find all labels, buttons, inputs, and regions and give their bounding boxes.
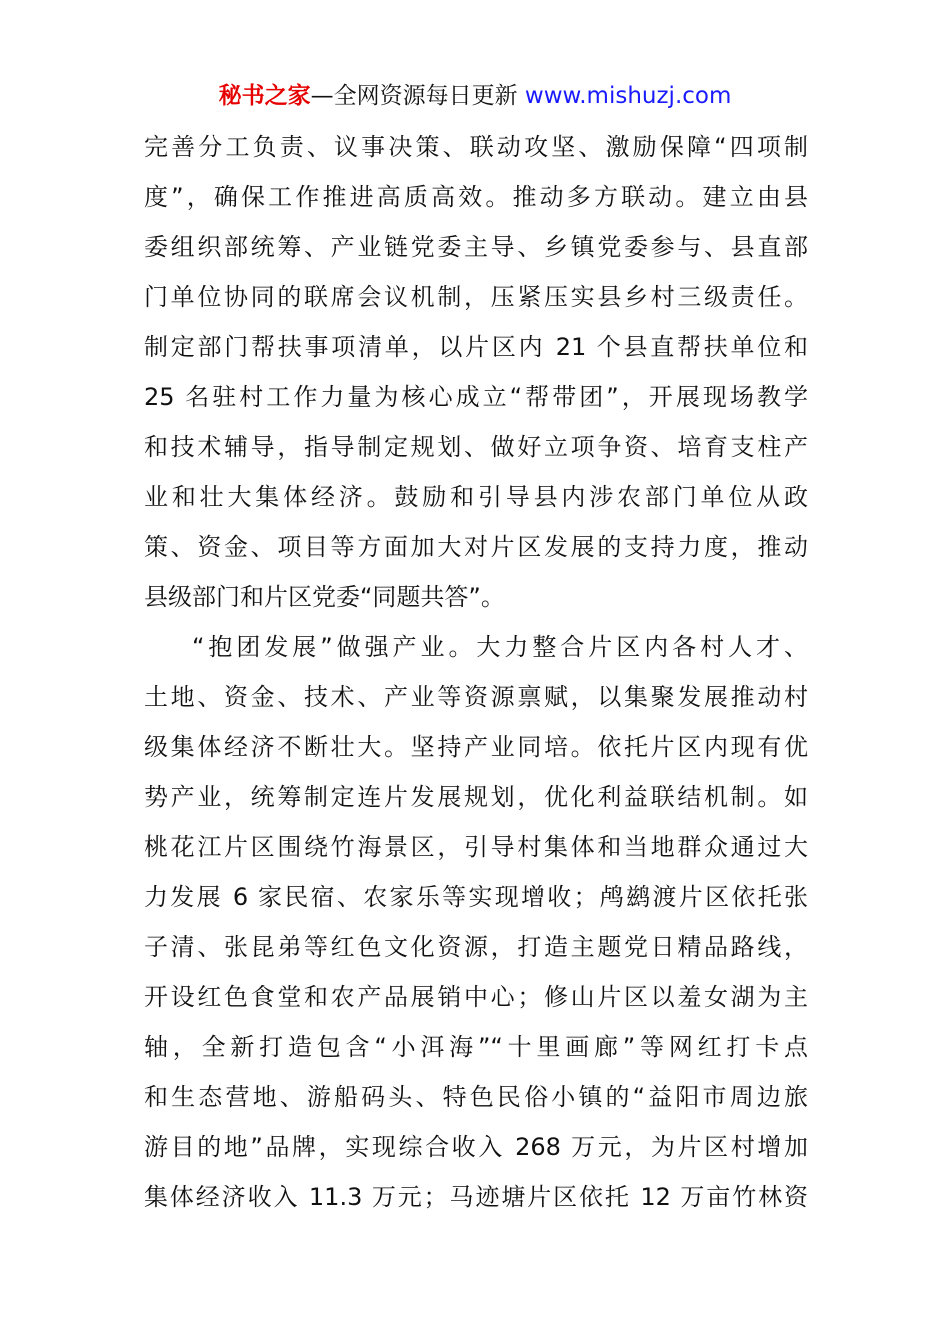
text-line: 级集体经济不断壮大。坚持产业同培。依托片区内现有优 [144, 733, 808, 761]
brand-name: 秘书之家 [218, 83, 311, 109]
paragraph-start-line: “抱团发展”做强产业。大力整合片区内各村人才、 [192, 633, 808, 661]
text-line: 业和壮大集体经济。鼓励和引导县内涉农部门单位从政 [144, 483, 808, 511]
text-line: 土地、资金、技术、产业等资源禀赋，以集聚发展推动村 [144, 683, 808, 711]
text-line: 和生态营地、游船码头、特色民俗小镇的“益阳市周边旅 [144, 1083, 808, 1111]
text-line: 桃花江片区围绕竹海景区，引导村集体和当地群众通过大 [144, 833, 808, 861]
text-line: 子清、张昆弟等红色文化资源，打造主题党日精品路线， [144, 933, 808, 961]
text-line: 游目的地”品牌，实现综合收入 268 万元，为片区村增加 [144, 1133, 808, 1161]
text-line: 力发展 6 家民宿、农家乐等实现增收；鸬鹚渡片区依托张 [144, 883, 808, 911]
header-tagline: —全网资源每日更新 [310, 83, 518, 109]
text-line: 势产业，统筹制定连片发展规划，优化利益联结机制。如 [144, 783, 808, 811]
text-line: 策、资金、项目等方面加大对片区发展的支持力度，推动 [144, 533, 808, 561]
text-line: 和技术辅导，指导制定规划、做好立项争资、培育支柱产 [144, 433, 808, 461]
text-line: 开设红色食堂和农产品展销中心；修山片区以羞女湖为主 [144, 983, 808, 1011]
paragraph-end-line: 县级部门和片区党委“同题共答”。 [144, 583, 505, 611]
document-body [144, 122, 808, 1222]
text-line: 门单位协同的联席会议机制，压紧压实县乡村三级责任。 [144, 283, 808, 311]
text-line: 25 名驻村工作力量为核心成立“帮带团”，开展现场教学 [144, 383, 808, 411]
text-line: 委组织部统筹、产业链党委主导、乡镇党委参与、县直部 [144, 233, 808, 261]
site-url-link[interactable]: www.mishuzj.com [524, 83, 732, 109]
site-header [0, 80, 950, 112]
text-line: 度”，确保工作推进高质高效。推动多方联动。建立由县 [144, 183, 808, 211]
text-line: 轴，全新打造包含“小洱海”“十里画廊”等网红打卡点 [144, 1033, 808, 1061]
text-line: 制定部门帮扶事项清单，以片区内 21 个县直帮扶单位和 [144, 333, 808, 361]
text-line: 完善分工负责、议事决策、联动攻坚、激励保障“四项制 [144, 133, 808, 161]
text-line: 集体经济收入 11.3 万元；马迹塘片区依托 12 万亩竹林资 [144, 1183, 808, 1211]
